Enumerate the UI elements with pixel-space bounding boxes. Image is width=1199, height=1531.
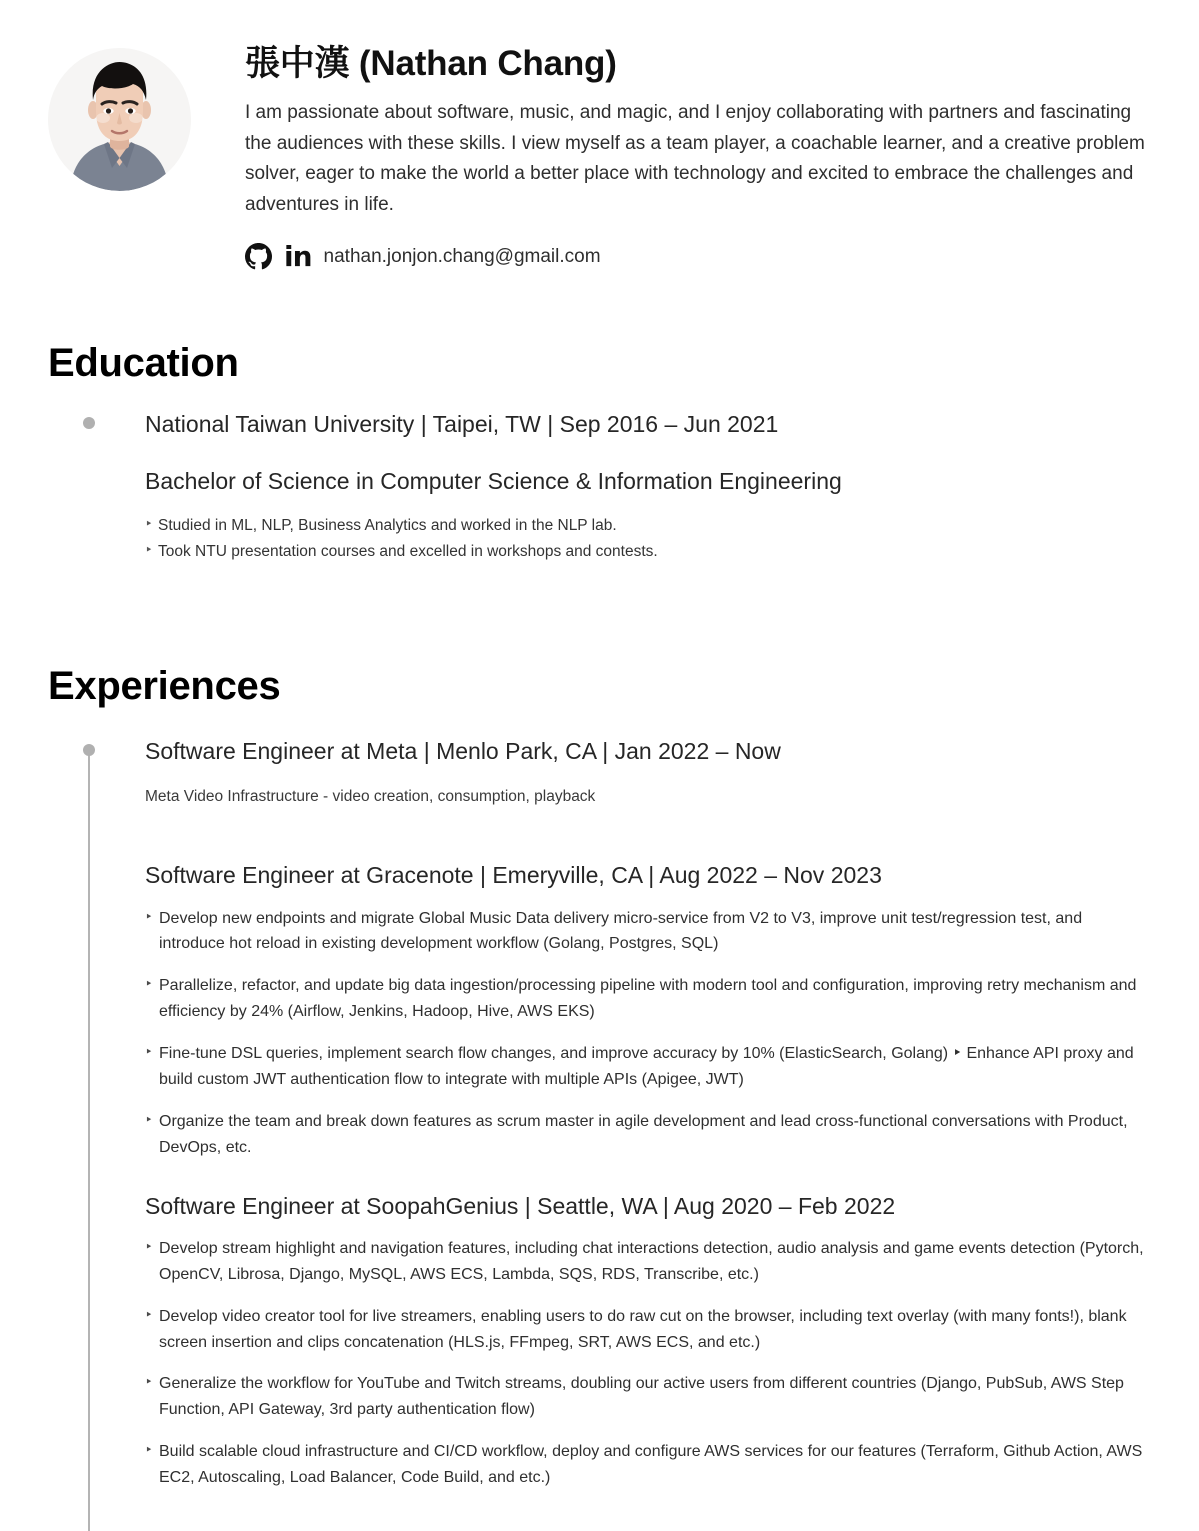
bullet-marker-icon: ‣ xyxy=(145,1442,153,1458)
linkedin-icon[interactable]: in xyxy=(284,239,312,273)
avatar-container xyxy=(48,42,191,191)
experiences-section xyxy=(0,664,1199,1491)
contact-row xyxy=(245,239,1151,273)
bullet-marker-icon: ‣ xyxy=(145,1238,153,1254)
job-heading: Software Engineer at SoopahGenius | Seattle, WA | Aug 2020 – Feb 2022 xyxy=(145,1192,896,1219)
bullet-marker-icon: ‣ xyxy=(145,976,153,992)
list-item-text: Parallelize, refactor, and update big data ingestion/processing pipeline with modern tool and configuration, improving retry mechanism and efficiency by 24% (Airflow, Jenkins, Hadoop, Hive, AWS EKS) xyxy=(159,977,1137,1021)
list-item xyxy=(145,539,1151,565)
github-icon[interactable] xyxy=(245,243,272,270)
timeline-dot-icon xyxy=(83,417,95,429)
education-entry-heading: National Taiwan University | Taipei, TW | Sep 2016 – Jun 2021 xyxy=(145,410,779,437)
experience-entries xyxy=(48,736,1151,1491)
bullet-marker-icon: ‣ xyxy=(145,1044,153,1060)
timeline-dot-icon xyxy=(83,744,95,756)
header-text-block xyxy=(191,42,1151,271)
list-item-text: Develop new endpoints and migrate Global Music Data delivery micro-service from V2 to V3, improve unit test/regression test, and introduce hot reload in existing development workflow (Golang, Postgres, SQL) xyxy=(159,909,1083,953)
list-item-text: Generalize the workflow for YouTube and Twitch streams, doubling our active users from different countries (Django, PubSub, AWS Step Function, API Gateway, 3rd party authentication flow) xyxy=(159,1375,1124,1419)
list-item-text: Organize the team and break down features as scrum master in agile development and lead cross-functional conversations with Product, DevOps, etc. xyxy=(159,1112,1128,1156)
avatar xyxy=(48,48,191,191)
education-entry xyxy=(48,409,1151,564)
education-section xyxy=(0,341,1199,564)
job-heading: Software Engineer at Meta | Menlo Park, CA | Jan 2022 – Now xyxy=(145,738,781,765)
bullet-marker-icon: ‣ xyxy=(145,1374,153,1390)
list-item-text: Develop video creator tool for live streamers, enabling users to do raw cut on the browser, including text overlay (with many fonts!), blank screen insertion and clips concatenation (HLS.js, FFmpeg, SRT, AWS ECS, and etc.) xyxy=(159,1307,1127,1351)
job-gracenote xyxy=(145,860,1151,1160)
list-item-text: Took NTU presentation courses and excelled in workshops and contests. xyxy=(158,542,658,560)
list-item-text: Develop stream highlight and navigation features, including chat interactions detection, audio analysis and game events detection (Pytorch, OpenCV, Librosa, Django, MySQL, AWS ECS, Lambda, SQS, RDS, Transcribe, etc.) xyxy=(159,1239,1144,1283)
list-item-text: Fine-tune DSL queries, implement search flow changes, and improve accuracy by 10% (ElasticSearch, Golang) ‣ Enhance API proxy and build custom JWT authentication flow to integrate with multiple APIs (Apigee, JWT) xyxy=(159,1045,1134,1089)
email-text[interactable]: nathan.jonjon.chang@gmail.com xyxy=(323,246,601,268)
list-item-text: Build scalable cloud infrastructure and CI/CD workflow, deploy and configure AWS services for our features (Terraform, Github Action, AWS EC2, Autoscaling, Load Balancer, Code Build, and etc.) xyxy=(159,1443,1143,1487)
resume-header xyxy=(0,0,1199,271)
bio-paragraph: I am passionate about software, music, and magic, and I enjoy collaborating with partners and fascinating the audiences with these skills. I view myself as a team player, a coachable learner, and a creative problem solver, eager to make the world a better place with technology and excited to embrace the challenges and adventures in life. xyxy=(245,101,1145,216)
experiences-heading: Experiences xyxy=(48,664,281,709)
education-heading: Education xyxy=(48,340,239,385)
list-item-text: Studied in ML, NLP, Business Analytics and worked in the NLP lab. xyxy=(158,517,617,535)
list-item xyxy=(145,1041,1151,1093)
education-entry-degree: Bachelor of Science in Computer Science & Information Engineering xyxy=(145,468,842,494)
job-bullet-list xyxy=(145,906,1151,1161)
bullet-marker-icon: ‣ xyxy=(145,908,153,924)
list-item xyxy=(145,1371,1151,1423)
page-title: 張中漢 (Nathan Chang) xyxy=(245,44,617,83)
education-bullet-list xyxy=(145,513,1151,564)
list-item xyxy=(145,973,1151,1025)
list-item xyxy=(145,1304,1151,1356)
list-item xyxy=(145,1109,1151,1161)
list-item xyxy=(145,906,1151,958)
bullet-marker-icon: ‣ xyxy=(145,516,153,532)
bullet-marker-icon: ‣ xyxy=(145,1111,153,1127)
list-item xyxy=(145,1236,1151,1288)
job-heading: Software Engineer at Gracenote | Emeryville, CA | Aug 2022 – Nov 2023 xyxy=(145,862,882,889)
bullet-marker-icon: ‣ xyxy=(145,1306,153,1322)
list-item xyxy=(145,1439,1151,1491)
bullet-marker-icon: ‣ xyxy=(145,541,153,557)
list-item xyxy=(145,513,1151,539)
job-meta xyxy=(145,736,1151,808)
education-entries xyxy=(48,409,1151,564)
job-bullet-list xyxy=(145,1236,1151,1491)
job-soopahgenius xyxy=(145,1191,1151,1491)
job-note: Meta Video Infrastructure - video creation, consumption, playback xyxy=(145,788,596,806)
experience-entry xyxy=(48,736,1151,1491)
